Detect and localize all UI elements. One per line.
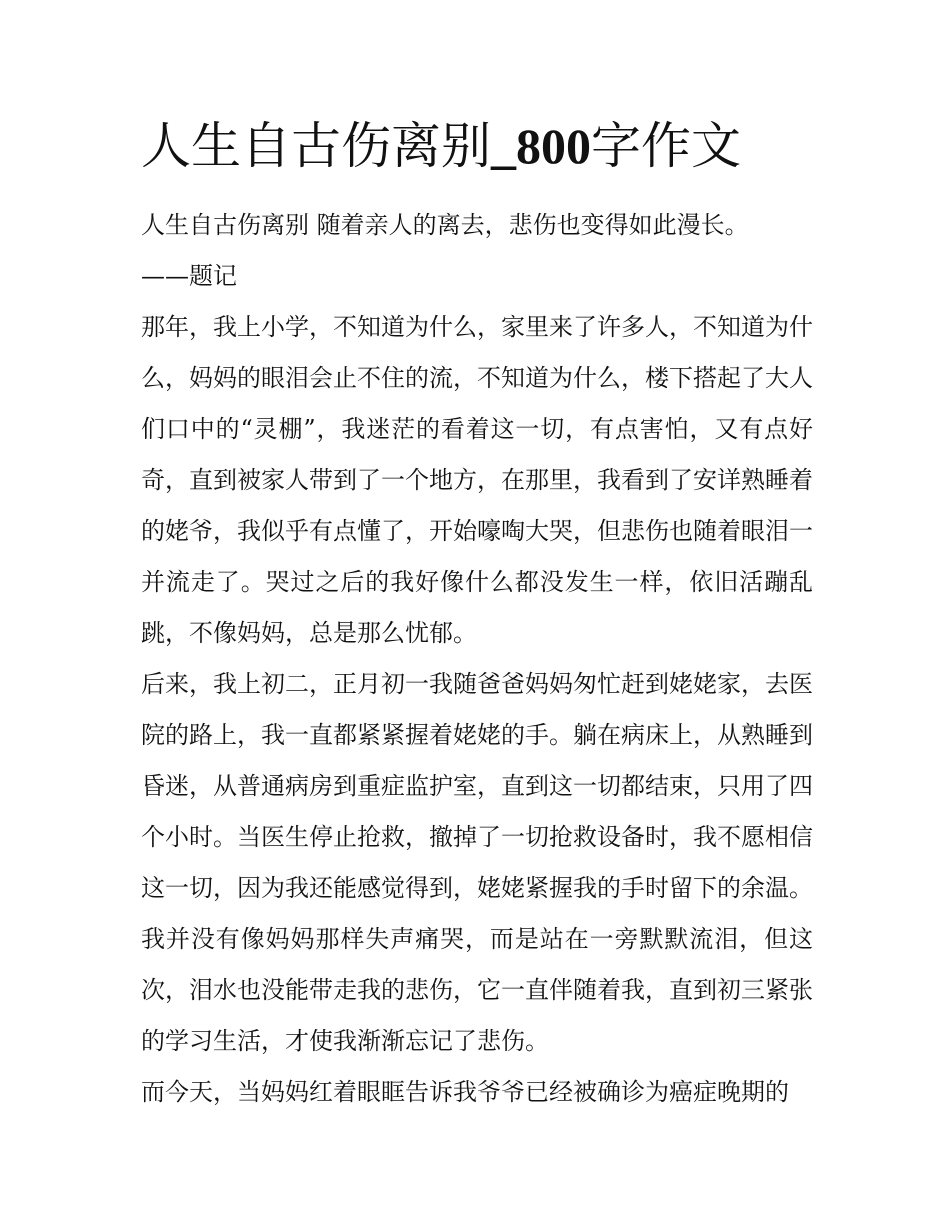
paragraph-body-2: 后来，我上初二，正月初一我随爸爸妈妈匆忙赶到姥姥家，去医院的路上，我一直都紧紧握着姥姥的手。躺在病床上，从熟睡到昏迷，从普通病房到重症监护室，直到这一切都结束，只用了四个小时。当医生停止抢救，撤掉了一切抢救设备时，我不愿相信这一切，因为我还能感觉得到，姥姥紧握我的手时留下的余温。我并没有像妈妈那样失声痛哭，而是站在一旁默默流泪，但这次，泪水也没能带走我的悲伤，它一直伴随着我，直到初三紧张的学习生活，才使我渐渐忘记了悲伤。 xyxy=(141,670,813,1055)
paragraph-intro: 人生自古伤离别 随着亲人的离去，悲伤也变得如此漫长。 xyxy=(141,211,749,239)
paragraph-body-3: 而今天，当妈妈红着眼眶告诉我爷爷已经被确诊为癌症晚期的 xyxy=(141,1078,789,1106)
paragraph-epigraph: ——题记 xyxy=(141,262,237,290)
document-title xyxy=(141,112,813,180)
title-number: _800 xyxy=(491,118,591,174)
paragraph-body-1: 那年，我上小学，不知道为什么，家里来了许多人，不知道为什么，妈妈的眼泪会止不住的流，不知道为什么，楼下搭起了大人们口中的“灵棚”，我迷茫的看着这一切，有点害怕，又有点好奇，直到被家人带到了一个地方，在那里，我看到了安详熟睡着的姥爷，我似乎有点懂了，开始嚎啕大哭，但悲伤也随着眼泪一并流走了。哭过之后的我好像什么都没发生一样，依旧活蹦乱跳，不像妈妈，总是那么忧郁。 xyxy=(141,313,813,647)
document-page xyxy=(141,112,813,1118)
title-suffix: 字作文 xyxy=(591,117,741,175)
title-text: 人生自古伤离别 xyxy=(141,117,491,175)
